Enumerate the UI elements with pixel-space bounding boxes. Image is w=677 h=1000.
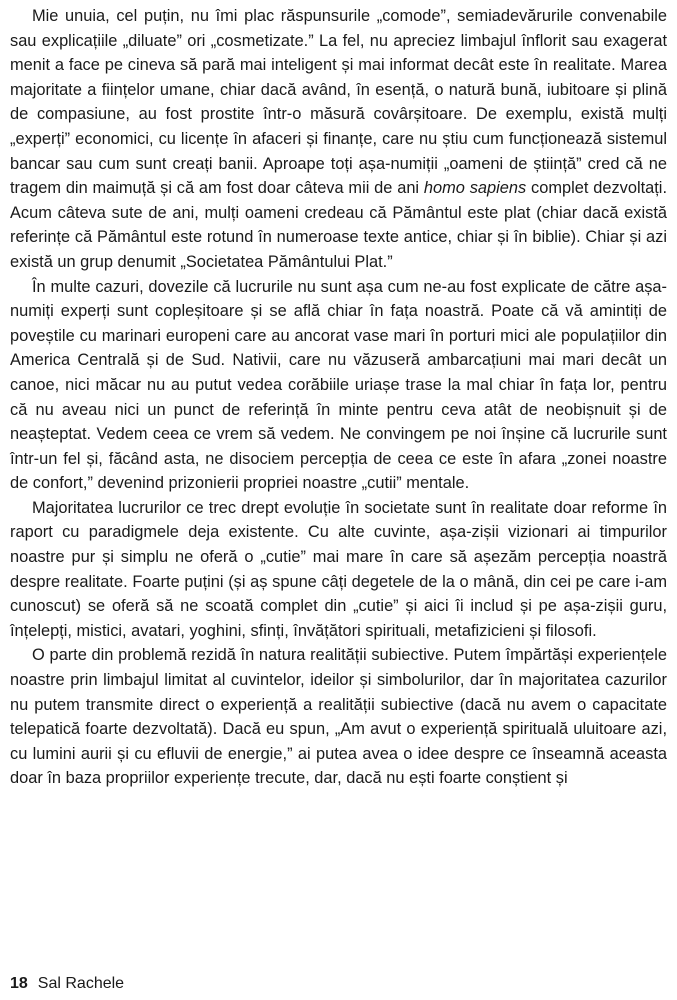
page-footer [10, 972, 124, 996]
paragraph-1-italic-term: homo sapiens [423, 179, 527, 198]
paragraph-3-text: Majoritatea lucrurilor ce trec drept evoluție în societate sunt în realitate doar reforme în raport cu paradigmele deja existente. Cu alte cuvinte, așa-zișii vizionari ai timpurilor noastre pur și simplu ne oferă o „cutie” mai mare în care să așezăm percepția noastră despre realitate. Foarte puțini (și aș spune câți degetele de la o mână, din cei pe care i-am cunoscut) se oferă să ne scoată complet din „cutie” și aici îi includ și pe așa-zișii guru, înțelepți, mistici, avatari, yoghini, sfinți, învățători spirituali, metafizicieni și filosofi. [10, 498, 667, 640]
paragraph-1-text-a: Mie unuia, cel puțin, nu îmi plac răspunsurile „comode”, semiadevărurile convenabile sau explicațiile „diluate” ori „cosmetizate.” La fel, nu apreciez limbajul înflorit sau exagerat menit a face pe cineva să pară mai inteligent și mai informat decât este în realitate. Marea majoritate a ființelor umane, chiar dacă având, în esență, o natură bună, iubitoare și plină de compasiune, au fost prostite într-o măsură covârșitoare. De exemplu, există mulți „experți” economici, cu licențe în afaceri și finanțe, care nu știu cum funcționează sistemul bancar sau cum sunt creați banii. Aproape toți așa-numiții „oameni de știință” cred că ne tragem din maimuță și că am fost doar câteva mii de ani [10, 7, 667, 198]
paragraph-2 [10, 275, 667, 496]
author-name: Sal Rachele [37, 975, 125, 992]
page-number: 18 [10, 975, 28, 992]
paragraph-1 [10, 4, 667, 275]
paragraph-4 [10, 643, 667, 791]
paragraph-3 [10, 496, 667, 644]
paragraph-4-text: O parte din problemă rezidă în natura realității subiective. Putem împărtăși experiențele noastre prin limbajul limitat al cuvintelor, ideilor și simbolurilor, dar în majoritatea cazurilor nu putem transmite direct o experiență a realității subiective (dacă nu avem o capacitate telepatică foarte dezvoltată). Dacă eu spun, „Am avut o experiență spirituală uluitoare azi, cu lumini aurii și cu efluvii de energie,” ai putea avea o idee despre ce înseamnă aceasta doar în baza propriilor experiențe trecute, dar, dacă nu ești foarte conștient și [10, 646, 667, 788]
paragraph-2-text: În multe cazuri, dovezile că lucrurile nu sunt așa cum ne-au fost explicate de către așa-numiți experți sunt copleșitoare și se află chiar în fața noastră. Poate că vă amintiți de poveștile cu marinari europeni care au ancorat vase mari în porturi mici ale populațiilor din America Centrală și de Sud. Nativii, care nu văzuseră ambarcațiuni mai mari decât un canoe, nici măcar nu au putut vedea corăbiile uriașe trase la mal chiar în fața lor, pentru că nu aveau nici un punct de referință în minte pentru ceva atât de neobișnuit și de neașteptat. Vedem ceea ce vrem să vedem. Ne convingem pe noi înșine că lucrurile sunt într-un fel și, făcând asta, ne disociem percepția de ceea ce este în afara „zonei noastre de confort,” devenind prizonierii propriei noastre „cutii” mentale. [10, 277, 667, 493]
paragraph-1-text-b: complet dezvoltați. Acum câteva sute de ani, mulți oameni credeau că Pământul este plat (chiar dacă există referințe că Pământul este rotund în numeroase texte antice, chiar și în biblie). Chiar și azi există un grup denumit „Societatea Pământului Plat.” [10, 179, 668, 271]
body-text [10, 4, 667, 791]
